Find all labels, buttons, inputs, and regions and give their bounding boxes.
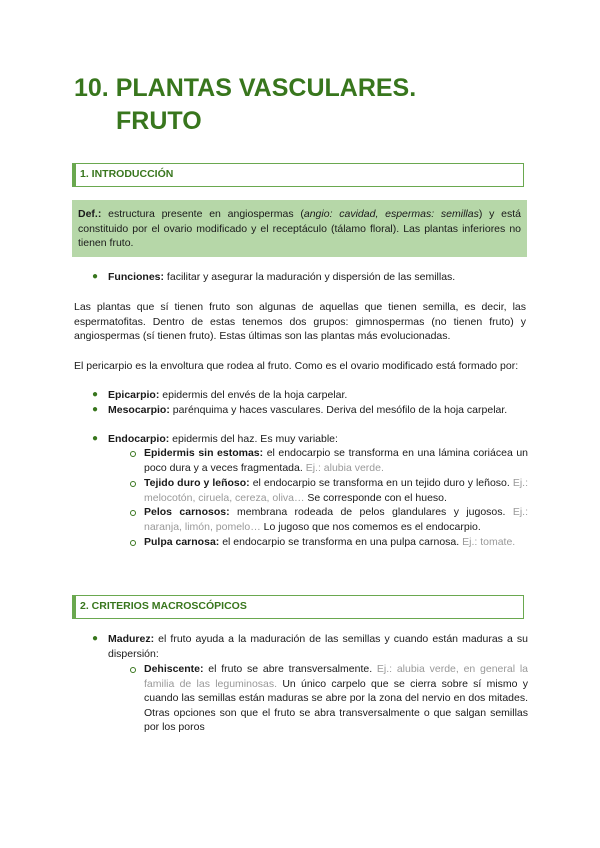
paragraph-pericarpio: El pericarpio es la envoltura que rodea al fruto. Como es el ovario modificado está formado por: bbox=[74, 360, 519, 372]
list-item-epicarpio bbox=[108, 388, 528, 403]
circle-bullet-icon bbox=[130, 510, 136, 516]
list-item-pulpa-carnosa bbox=[144, 535, 528, 550]
mesocarpio-text: parénquima y haces vasculares. Deriva del mesófilo de la hoja carpelar. bbox=[169, 404, 508, 416]
sub-label: Epidermis sin estomas: bbox=[144, 447, 264, 459]
bullet-icon: ● bbox=[92, 633, 99, 644]
endocarpio-label: Endocarpio: bbox=[108, 433, 170, 445]
sub-after: Lo jugoso que nos comemos es el endocarpio. bbox=[260, 520, 481, 533]
sub-text: el endocarpio se transforma en un tejido duro y leñoso. bbox=[249, 477, 513, 489]
dehiscente-after: Un único carpelo que se cierra sobre sí mismo y cuando las semillas están maduras se abre por la zona del nervio en dos mitades. Otras opciones son que el fruto se abra transversalmente o que salgan semillas por los poros bbox=[144, 677, 528, 733]
list-item-tejido-duro bbox=[144, 476, 528, 505]
epicarpio-label: Epicarpio: bbox=[108, 389, 160, 401]
funciones-label: Funciones: bbox=[108, 271, 165, 283]
definition-label: Def.: bbox=[78, 208, 102, 220]
list-item-madurez bbox=[108, 632, 528, 661]
list-item-dehiscente bbox=[144, 662, 528, 735]
circle-bullet-icon bbox=[130, 667, 136, 673]
dehiscente-text: el fruto se abre transversalmente. bbox=[203, 663, 377, 675]
sub-label: Tejido duro y leñoso: bbox=[144, 477, 250, 489]
circle-bullet-icon bbox=[130, 540, 136, 546]
sub-example: Ej.: alubia verde. bbox=[305, 461, 384, 474]
title-line-2: FRUTO bbox=[116, 107, 202, 135]
sub-label: Pelos carnosos: bbox=[144, 506, 230, 518]
definition-text-b: ) y está constituido por el ovario modificado y el receptáculo (tálamo floral). Las plantas inferiores no tienen fruto. bbox=[78, 208, 521, 249]
section-heading-criterios: 2. CRITERIOS MACROSCÓPICOS bbox=[72, 595, 524, 619]
madurez-text: el fruto ayuda a la maduración de las semillas y cuando están maduras a su dispersión: bbox=[108, 633, 528, 660]
sub-text: membrana rodeada de pelos glandulares y jugosos. bbox=[229, 506, 513, 518]
definition-italic: angio: cavidad, espermas: semillas bbox=[303, 208, 479, 220]
sub-example: Ej.: melocotón, ciruela, cereza, oliva… bbox=[144, 477, 529, 504]
paragraph-espermatofitas: Las plantas que sí tienen fruto son algunas de aquellas que tienen semilla, es decir, las espermatofitas. Dentro de estas tenemos dos grupos: gimnospermas (no tienen fruto) y angiospermas (sí tienen fruto). Estas últimas son las plantas más evolucionadas. bbox=[74, 301, 526, 342]
list-item-pelos-carnosos bbox=[144, 505, 528, 534]
sub-text: el endocarpio se transforma en una lámina coriácea un poco dura y a veces fragmentada. bbox=[144, 447, 529, 474]
dehiscente-example: Ej.: alubia verde, en general la familia de las leguminosas. bbox=[144, 663, 528, 690]
funciones-text: facilitar y asegurar la maduración y dispersión de las semillas. bbox=[164, 271, 456, 283]
bullet-icon: ● bbox=[92, 271, 99, 282]
sub-example: Ej.: naranja, limón, pomelo… bbox=[144, 506, 528, 533]
title-line-1: 10. PLANTAS VASCULARES. bbox=[74, 74, 417, 102]
section-heading-introduccion: 1. INTRODUCCIÓN bbox=[72, 163, 524, 187]
sub-example: Ej.: tomate. bbox=[462, 536, 516, 548]
bullet-icon: ● bbox=[92, 404, 99, 415]
definition-text-a: estructura presente en angiospermas ( bbox=[101, 208, 304, 220]
epicarpio-text: epidermis del envés de la hoja carpelar. bbox=[159, 389, 348, 401]
bullet-icon: ● bbox=[92, 433, 99, 444]
endocarpio-text: epidermis del haz. Es muy variable: bbox=[169, 433, 338, 445]
mesocarpio-label: Mesocarpio: bbox=[108, 404, 170, 416]
list-item-endocarpio bbox=[108, 432, 528, 447]
sub-after: Se corresponde con el hueso. bbox=[304, 491, 447, 504]
page-title bbox=[74, 72, 416, 138]
dehiscente-label: Dehiscente: bbox=[144, 663, 204, 675]
bullet-icon: ● bbox=[92, 389, 99, 400]
circle-bullet-icon bbox=[130, 481, 136, 487]
sub-label: Pulpa carnosa: bbox=[144, 536, 220, 548]
list-item-epidermis-sin-estomas bbox=[144, 446, 528, 475]
list-item-funciones bbox=[108, 270, 528, 285]
sub-text: el endocarpio se transforma en una pulpa carnosa. bbox=[219, 536, 463, 548]
circle-bullet-icon bbox=[130, 451, 136, 457]
madurez-label: Madurez: bbox=[108, 633, 155, 645]
definition-box bbox=[72, 200, 527, 257]
list-item-mesocarpio bbox=[108, 403, 528, 418]
